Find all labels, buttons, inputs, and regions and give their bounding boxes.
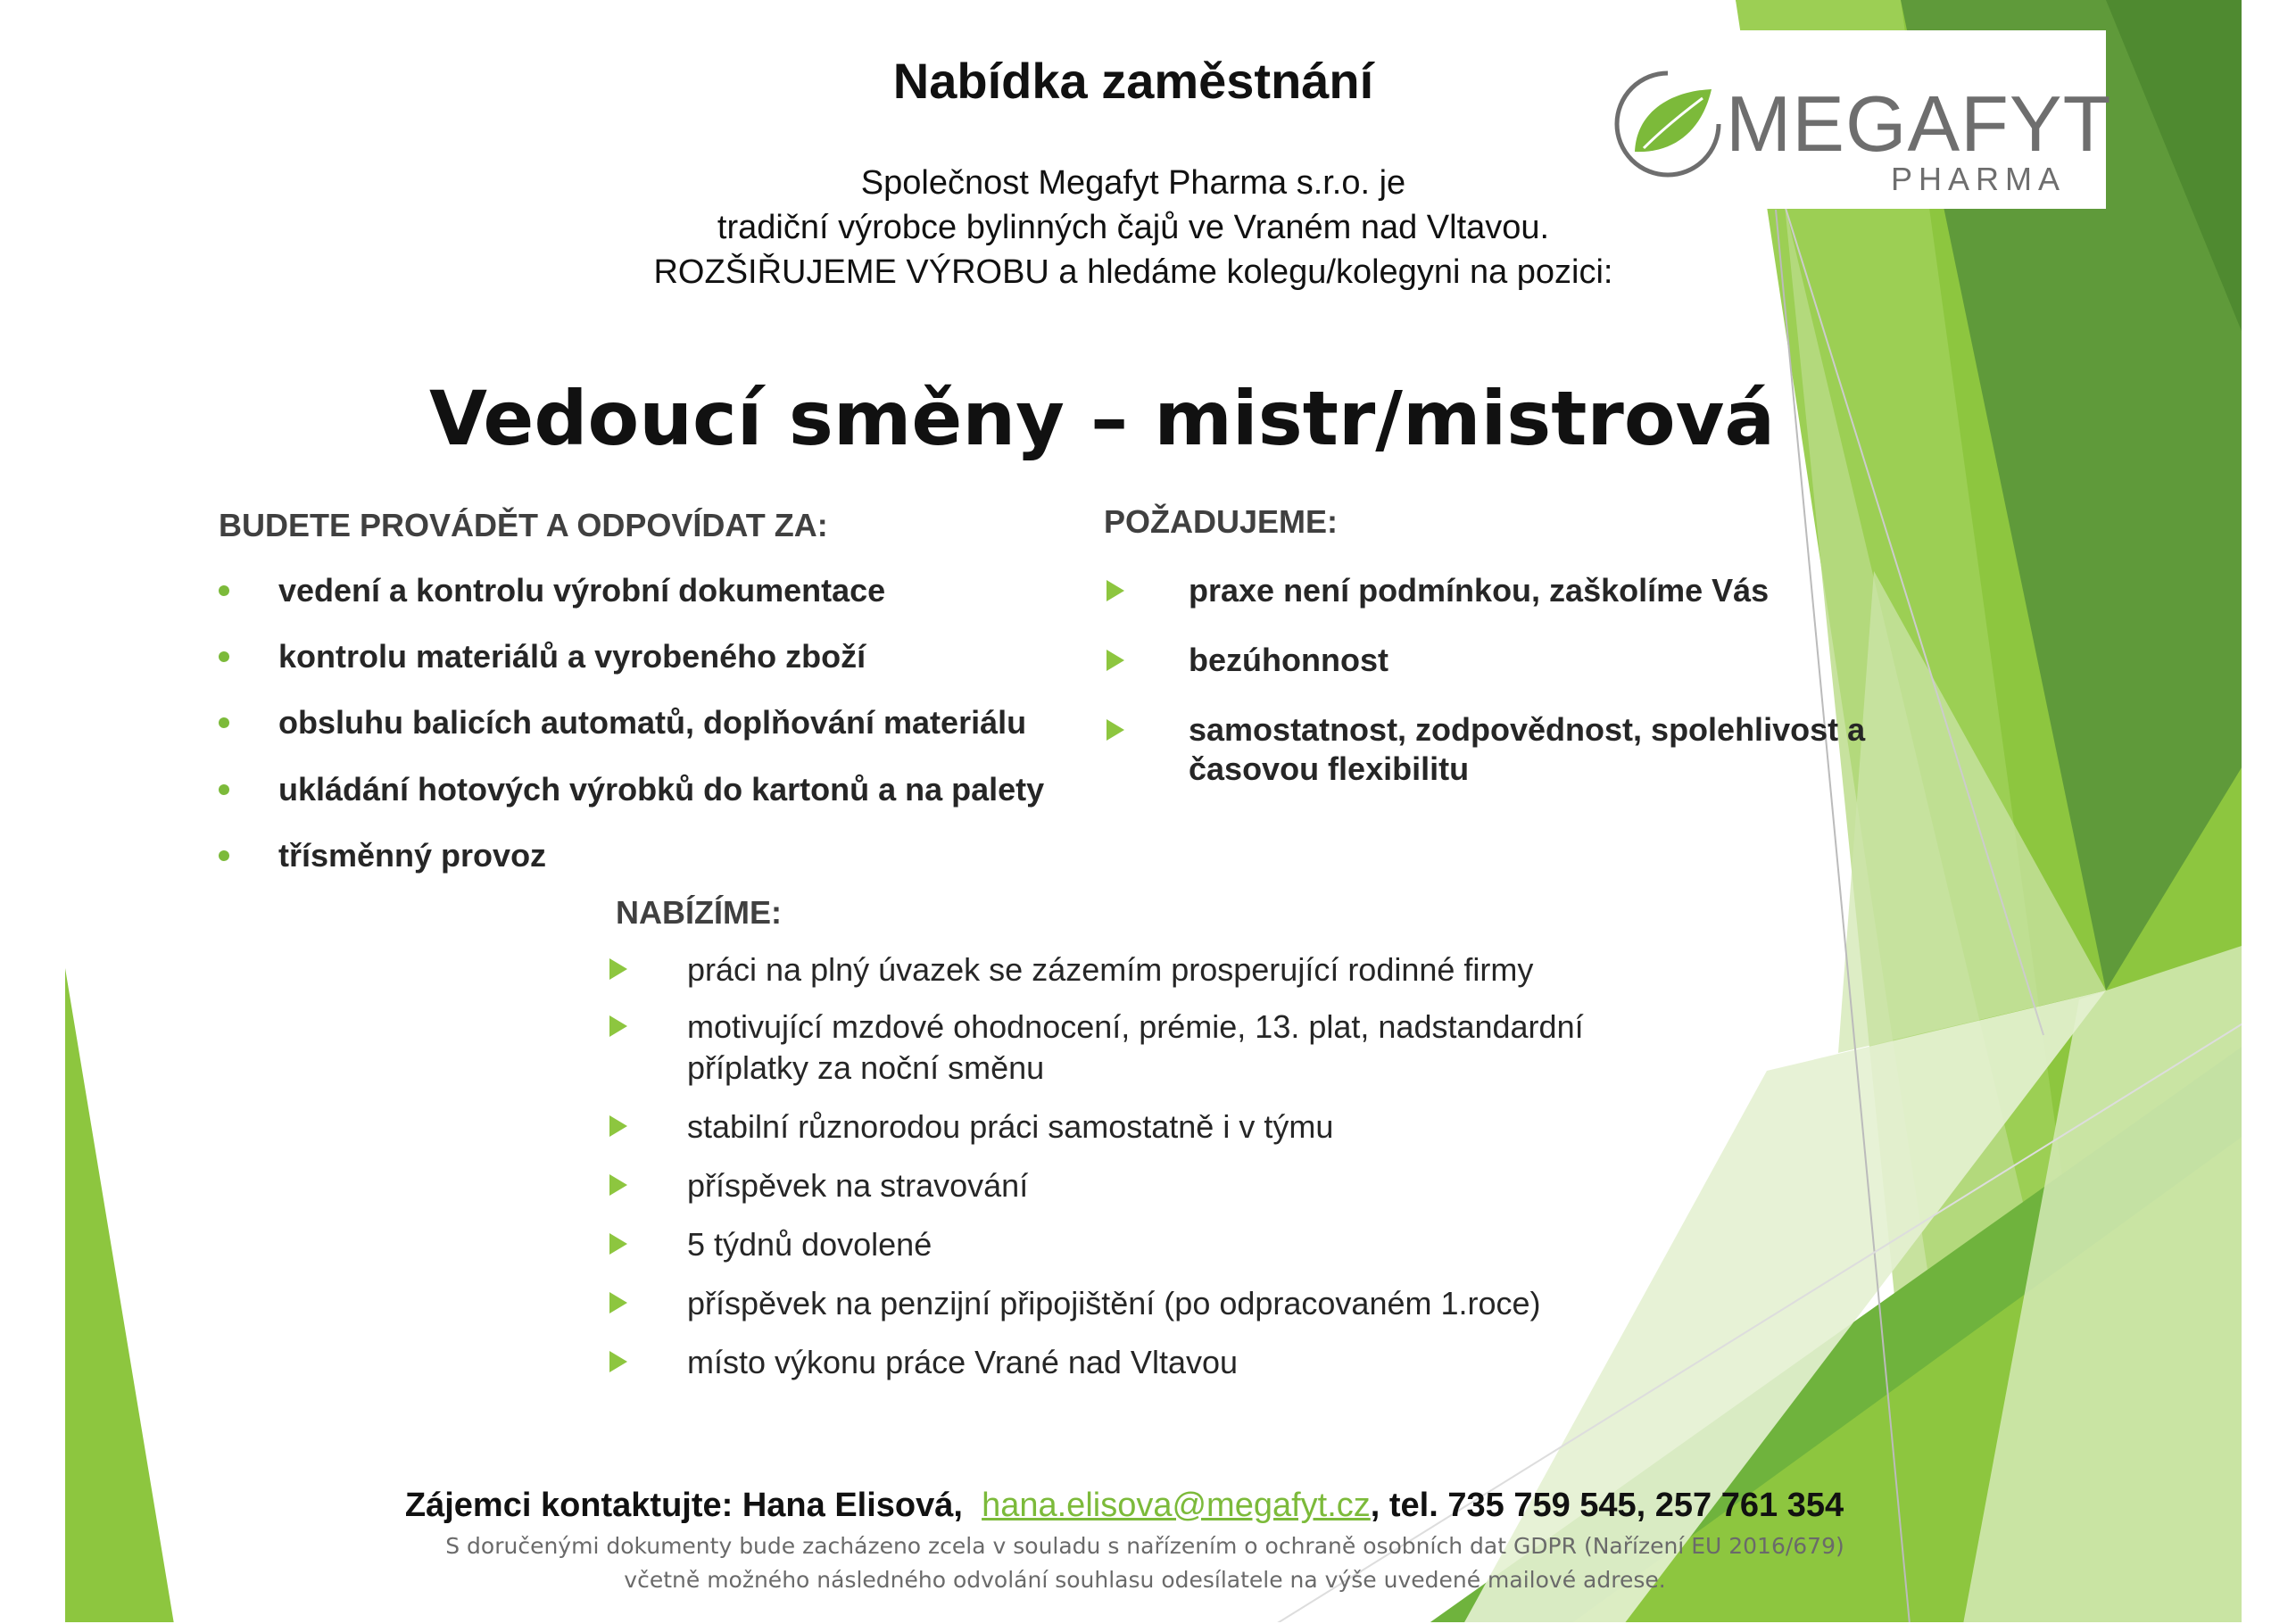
triangle-bullet-icon	[609, 1233, 627, 1255]
triangle-bullet-icon	[609, 1292, 627, 1313]
bullet-dot-icon	[219, 784, 229, 795]
list-item: stabilní různorodou práci samostatně i v týmu	[687, 1106, 1333, 1148]
duties-heading: BUDETE PROVÁDĚT A ODPOVÍDAT ZA:	[219, 507, 828, 543]
contact-prefix: Zájemci kontaktujte: Hana Elisová,	[404, 1487, 963, 1524]
triangle-bullet-icon	[1107, 580, 1124, 601]
position-title: Vedoucí směny – mistr/mistrová	[428, 375, 1776, 462]
gdpr-notice	[0, 1529, 2290, 1597]
list-item: obsluhu balicích automatů, doplňování materiálu	[278, 704, 1026, 742]
bullet-dot-icon	[219, 585, 229, 596]
bullet-dot-icon	[219, 717, 229, 728]
intro-line: ROZŠIŘUJEME VÝROBU a hledáme kolegu/kolegyni na pozici:	[653, 253, 1613, 291]
list-item: místo výkonu práce Vrané nad Vltavou	[687, 1342, 1238, 1383]
triangle-bullet-icon	[609, 1015, 627, 1037]
list-item: práci na plný úvazek se zázemím prosperující rodinné firmy	[687, 949, 1533, 990]
triangle-bullet-icon	[609, 1115, 627, 1137]
offer-heading: NABÍZÍME:	[616, 894, 782, 931]
triangle-bullet-icon	[609, 1351, 627, 1372]
gdpr-line: včetně možného následného odvolání souhlasu odesílatele na výše uvedené mailové adrese.	[624, 1567, 1666, 1593]
triangle-bullet-icon	[609, 958, 627, 980]
logo-wordmark: MEGAFYT	[1726, 79, 2112, 168]
intro-line: tradiční výrobce bylinných čajů ve Vraném nad Vltavou.	[717, 209, 1550, 246]
list-item: příspěvek na stravování	[687, 1165, 1028, 1206]
list-item: kontrolu materiálů a vyrobeného zboží	[278, 638, 866, 675]
page-title: Nabídka zaměstnání	[892, 53, 1374, 109]
list-item: příspěvek na penzijní připojištění (po odpracovaném 1.roce)	[687, 1283, 1541, 1324]
list-item: ukládání hotových výrobků do kartonů a na palety	[278, 771, 1044, 808]
bullet-dot-icon	[219, 850, 229, 861]
leaf-icon	[1610, 66, 1726, 182]
requirements-heading: POŽADUJEME:	[1104, 503, 1339, 540]
list-item: samostatnost, zodpovědnost, spolehlivost a časovou flexibilitu	[1189, 710, 1902, 789]
contact-line	[0, 1487, 2249, 1525]
list-item: vedení a kontrolu výrobní dokumentace	[278, 572, 885, 609]
gdpr-line: S doručenými dokumenty bude zacházeno zcela v souladu s nařízením o ochraně osobních dat GDPR (Nařízení EU 2016/679)	[445, 1533, 1844, 1559]
list-item: praxe není podmínkou, zaškolíme Vás	[1189, 571, 1769, 610]
megafyt-logo	[1594, 30, 2112, 209]
list-item: bezúhonnost	[1189, 641, 1388, 680]
triangle-bullet-icon	[1107, 719, 1124, 741]
list-item: motivující mzdové ohodnocení, prémie, 13. plat, nadstandardní příplatky za noční směnu	[687, 1007, 1633, 1089]
email-link[interactable]: hana.elisova@megafyt.cz	[982, 1487, 1371, 1524]
contact-phone: , tel. 735 759 545, 257 761 354	[1370, 1487, 1844, 1524]
bullet-dot-icon	[219, 651, 229, 662]
list-item: 5 týdnů dovolené	[687, 1224, 932, 1265]
logo-subtitle: PHARMA	[1891, 161, 2067, 197]
intro-line: Společnost Megafyt Pharma s.r.o. je	[860, 164, 1406, 202]
list-item: třísměnný provoz	[278, 837, 546, 874]
triangle-bullet-icon	[1107, 650, 1124, 671]
triangle-bullet-icon	[609, 1174, 627, 1196]
